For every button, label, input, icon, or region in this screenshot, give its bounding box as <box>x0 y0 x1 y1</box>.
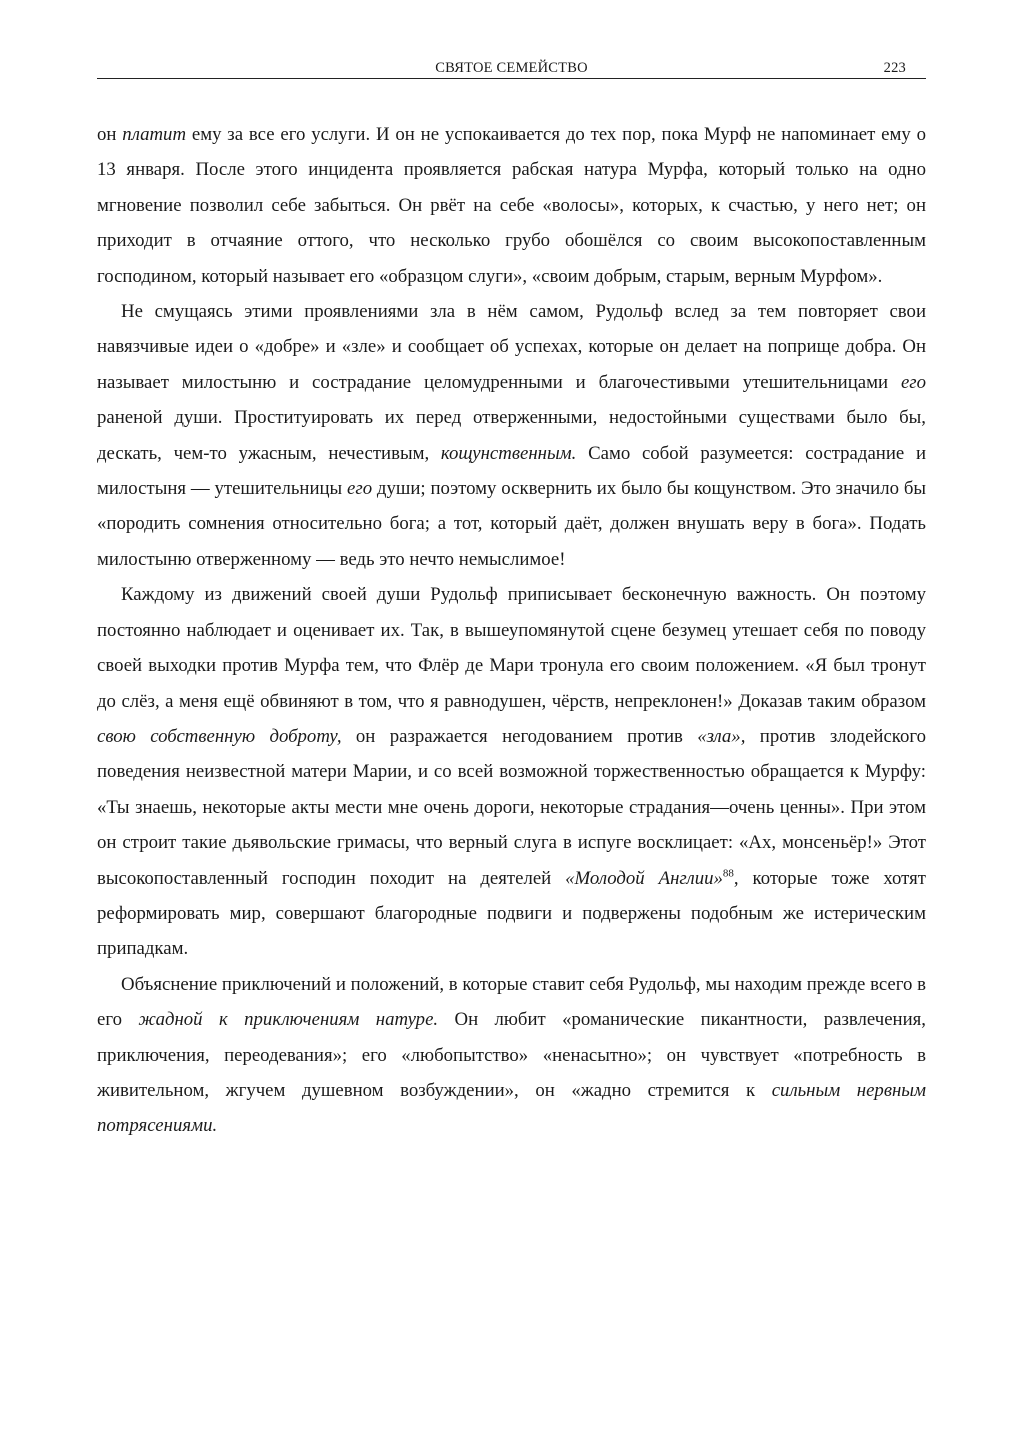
italic-text: платит <box>122 124 187 145</box>
paragraph <box>97 294 926 577</box>
italic-text: жадной к приключениям натуре. <box>138 1009 439 1031</box>
text-segment: Не смущаясь этими проявлениями зла в нём самом, Рудольф вслед за тем повторяет свои навязчивые идеи о «добре» и «зле» и сообщает об успехах, которые он делает на поприще добра. Он называет милостыню и сострадание целомудренными и благочестивыми утешительницами <box>97 301 926 393</box>
text-segment: он разражается негодованием против <box>341 725 698 747</box>
text-segment: Само собой разумеется: сострадание и милостыня — утешительницы <box>97 442 926 500</box>
italic-text: его <box>347 478 373 500</box>
italic-text: сильным нервным потрясениями. <box>97 1079 926 1137</box>
running-header-title: СВЯТОЕ СЕМЕЙСТВО <box>435 60 588 76</box>
paragraph <box>97 117 926 294</box>
italic-text: его <box>900 371 926 393</box>
text-segment: Каждому из движений своей души Рудольф приписывает бесконечную важность. Он поэтому постоянно наблюдает и оценивает их. Так, в вышеупомянутой сцене безумец утешает себя по поводу своей выходки против Мурфа тем, что Флёр де Мари тронула его своим положением. «Я был тронут до слёз, а меня ещё обвиняют в том, что я равнодушен, чёрств, непреклонен!» Доказав таким образом <box>97 584 926 712</box>
page-number: 223 <box>883 60 906 76</box>
text-segment: души; поэтому осквернить их было бы кощунством. Это значило бы «породить сомнения относительно бога; а тот, который даёт, должен внушать веру в бога». Подать милостыню отверженному — ведь это нечто немыслимое! <box>97 478 926 570</box>
text-segment: раненой души. Проституировать их перед отверженными, недостойными существами было бы, дескать, чем-то ужасным, нечестивым, <box>97 407 926 464</box>
text-segment: Он любит «романические пикантности, развлечения, приключения, переодевания»; его «любопытство» «ненасытно»; он чувствует «потребность в живительном, жгучем душевном возбуждении», он «жадно стремится к <box>97 1009 926 1101</box>
paragraph <box>97 967 926 1144</box>
running-header <box>97 58 926 79</box>
page <box>97 58 926 1144</box>
text-segment: Объяснение приключений и положений, в которые ставит себя Рудольф, мы находим прежде всего в его <box>97 973 926 1031</box>
text-segment: против злодейского поведения неизвестной матери Марии, и со всей возможной торжественностью обращается к Мурфу: «Ты знаешь, некоторые акты мести мне очень дороги, некоторые страдания—очень ценны». При этом он строит такие дьявольские гримасы, что верный слуга в испуге восклицает: «Ах, монсеньёр!» Этот высокопоставленный господин походит на деятелей <box>97 725 926 889</box>
body-text <box>97 117 926 1144</box>
text-segment: ему за все его услуги. И он не успокаивается до тех пор, пока Мурф не напоминает ему о 13 января. После этого инцидента проявляется рабская натура Мурфа, который только на одно мгновение позволил себе забыться. Он рвёт на себе «волосы», которых, к счастью, у него нет; он приходит в отчаяние оттого, что несколько грубо обошёлся со своим высокопоставленным господином, который называет его «образцом слуги», «своим добрым, старым, верным Мурфом». <box>97 124 927 287</box>
italic-text: «зла», <box>697 725 746 747</box>
italic-text: кощунственным. <box>440 442 577 464</box>
paragraph <box>97 577 926 966</box>
italic-text: «Молодой Англии» <box>565 867 723 889</box>
text-segment: , которые тоже хотят реформировать мир, совершают благородные подвиги и подвержены подобным же истерическим припадкам. <box>97 867 926 960</box>
italic-text: свою собственную доброту, <box>97 725 342 747</box>
text-segment: он <box>97 124 123 145</box>
footnote-ref: 88 <box>722 867 734 880</box>
